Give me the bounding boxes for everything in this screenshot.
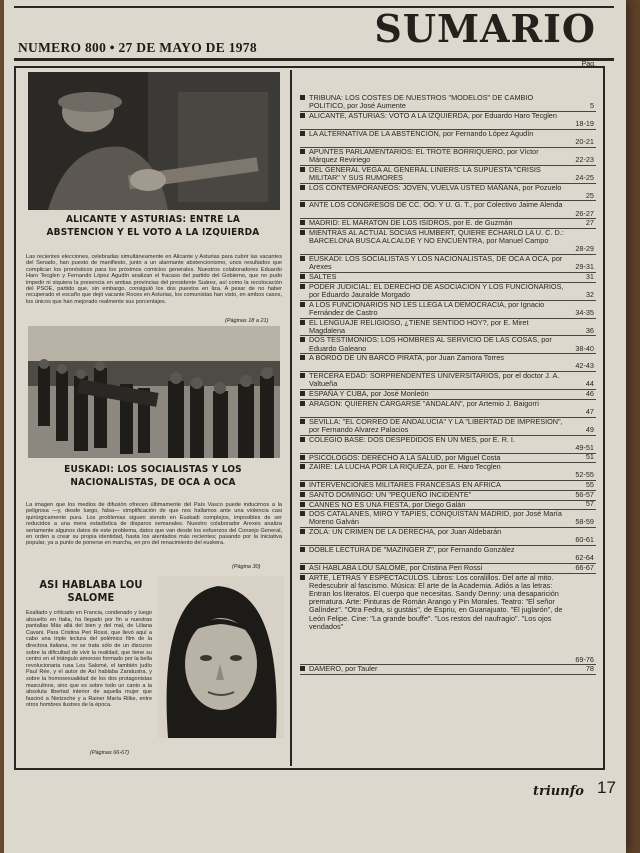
toc-entry-text [300,166,596,182]
toc-entry-page: 24-25 [575,172,594,182]
bullet-icon [300,320,305,325]
toc-entry [300,665,596,673]
bullet-icon [300,373,305,378]
bullet-icon [300,511,305,516]
page-title: SUMARIO [374,6,596,51]
toc-entry-title: TRIBUNA: LOS COSTES DE NUESTROS "MODELOS" DE CAMBIO POLITICO, por José Aumente [309,93,534,111]
toc-entry [300,418,596,434]
toc-entry-page: 28-29 [575,244,594,254]
toc-entry-title: PSICOLOGOS: DERECHO A LA SALUD, por Miguel Costa [309,452,501,462]
story1-body: Las recientes elecciones, celebradas simultáneamente en Alicante y Asturias para cubrir las vacantes del Senado, han puesto de manifiesto, junto a un alarmante abstencionismo, unos resultados que complican los pronósticos para los próximos comicios generales. Nuestros colaboradores Eduardo Haro Tecglen y Fernando López Agudín analizan el fracaso del partido del Gobierno, que no pudo impedir ni siquiera la presencia en ambas provincias del presidente Suárez, así como la recolocación del PSOE, partido que, sin embargo, consiguió los dos puestos en liza. A pesar de no haber recuperado el escaño que dejó vacante Roces en Asturias, los comunistas han visto, en ambos casos, los únicos que han mejorado realmente sus porcentajes. [26,254,282,305]
bullet-icon [300,185,305,190]
toc-entry-page: 47 [585,406,594,416]
story1-headline: ALICANTE Y ASTURIAS: ENTRE LA ABSTENCION Y EL VOTO A LA IZQUIERDA [46,214,260,238]
toc-entry [300,354,596,370]
toc-entry-title: ARTE, LETRAS Y ESPECTACULOS. Libros: Los coralillos. Del arte al mito. Redescubrir al fascismo. Música: El arte de la Academia. Adiós a las letras: Entran los literatos. El cuerpo que necesitas. Sandy Denny: una desaparición prematura. Arte: Pinturas de Román Arango y Pin Morales. Teatro: "El señor Galíndez". "Otra Fedra, si gustáis", de Espriu, en Guanajuato. "El juglarón", de León Felipe. Cine: "La grande bouffe". "Los restos del naufragio". "Los ojos vendados" [309,572,563,631]
bullet-icon [300,131,305,136]
toc-entry [300,219,596,227]
toc-entry-page: 55 [585,480,594,490]
toc-divider [300,674,596,675]
toc-entry-text [300,354,596,362]
toc-entry-text [300,528,596,536]
bullet-icon [300,167,305,172]
portrait-photo [158,576,284,738]
story2-headline: EUSKADI: LOS SOCIALISTAS Y LOS NACIONALISTAS, DE OCA A OCA [64,464,242,488]
toc-entry-text [300,390,596,398]
toc-entry [300,148,596,164]
toc-entry-page: 29-31 [575,262,594,272]
toc-entry [300,130,596,146]
toc-entry-text [300,665,596,673]
toc-entry [300,201,596,217]
toc-entry [300,436,596,452]
toc-entry-title: SALTES [309,272,337,281]
toc-entry-page: 42-43 [575,361,594,371]
story2-body: La imagen que los medios de difusión ofrecen últimamente del País Vasco puede inducirnos a la peligrosa —y, desde luego, falsa— simplificación de que nos hallamos ante una violencia casi quirúrgicamente pura. Los problemas siguen siendo en Euskadi complejos, imposibles de ser reducidos a una mera estadística de disparos semanales. Nuestro colaborador Arexes analiza seriamente algunos datos de este problema, datos que van desde los esfuerzos del Consejo General, en orden a crear su propia identidad, hasta los atentados más recientes; pasando por la iniciativa popular, ya a punto de ponerse en marcha, en pro del renacimiento del euskera. [26,502,282,547]
toc-entry-page: 57 [585,499,594,509]
bullet-icon [300,337,305,342]
toc-entry-page: 51 [585,452,594,462]
bullet-icon [300,202,305,207]
toc-entry-text [300,501,596,509]
toc-entry-text [300,148,596,164]
funeral-photo [28,326,280,458]
toc-entry [300,390,596,398]
bullet-icon [300,284,305,289]
header-rule [14,58,614,61]
bullet-icon [300,565,305,570]
bullet-icon [300,149,305,154]
toc-entry-text [300,301,596,317]
toc-entry [300,400,596,416]
toc-entry-text [300,574,596,631]
toc-entry-title: PODER JUDICIAL: EL DERECHO DE ASOCIACION Y LOS FUNCIONARIOS, por Eduardo Jauralde Morgado [309,281,564,299]
toc-entry-page: 46 [585,389,594,399]
bullet-icon [300,464,305,469]
toc-entry [300,301,596,317]
toc-entry-text [300,219,596,227]
toc-entry [300,481,596,489]
toc-entry-title: DAMERO, por Tauler [309,664,378,674]
toc-entry-title: MADRID: EL MARATON DE LOS ISIDROS, por E. de Guzmán [309,218,513,228]
toc-entry-page: 25 [585,190,594,200]
toc-entry-text [300,463,596,471]
toc-entry [300,546,596,562]
toc-entry-title: SANTO DOMINGO: UN "PEQUEÑO INCIDENTE" [309,489,472,499]
bullet-icon [300,220,305,225]
toc-entry-text [300,372,596,388]
toc-entry [300,184,596,200]
toc-entry-title: ESPAÑA Y CUBA, por José Monleón [309,389,429,399]
toc-entry-title: EUSKADI: LOS SOCIALISTAS Y LOS NACIONALISTAS, DE OCA A OCA, por Arexes [309,254,563,272]
toc-entry-text [300,112,596,120]
left-column [20,70,286,766]
toc-entry [300,255,596,271]
bullet-icon [300,355,305,360]
toc-entry-page: 22-23 [575,154,594,164]
toc-entry-text [300,319,596,335]
toc-entry-page: 32 [585,289,594,299]
toc-entry [300,491,596,499]
toc-entry-text [300,336,596,352]
toc-entry-text [300,273,596,281]
toc-entry-title: A BORDO DE UN BARCO PIRATA, por Juan Zamora Torres [309,353,505,363]
toc-entry-page: 34-35 [575,307,594,317]
toc-entry [300,510,596,526]
toc-entry-page: 26-27 [575,208,594,218]
bullet-icon [300,113,305,118]
toc-entry-title: A LOS FUNCIONARIOS NO LES LLEGA LA DEMOCRACIA, por Ignacio Fernández de Castro [309,299,545,317]
bullet-icon [300,575,305,580]
toc-entry-title: COLEGIO BASE: DOS DESPEDIDOS EN UN MES, por E. R. I. [309,434,515,444]
page-number: 17 [597,778,616,797]
toc-entry-page: 49 [585,424,594,434]
toc-entry-page: 58-59 [575,517,594,527]
toc-entry-title: DOS TESTIMONIOS: LOS HOMBRES AL SERVICIO DE LAS COSAS, por Eduardo Galeano [309,335,552,353]
toc-entry-page: 44 [585,379,594,389]
bullet-icon [300,95,305,100]
toc-entry-page: 31 [585,271,594,281]
toc-entry-text [300,418,596,434]
toc-entry-title: MIENTRAS AL ACTUAL SOCIAS HUMBERT, QUIERE ECHARLO LA U. C. D.: BARCELONA BUSCA ALCALDE Y NO ENCUENTRA, por Manuel Campo [309,228,564,246]
toc-entry-page: 66-67 [575,562,594,572]
toc-entry-page: 78 [585,664,594,674]
toc-entry-page: 38-40 [575,343,594,353]
toc-entry [300,463,596,479]
toc-entry-text [300,283,596,299]
column-divider [290,70,292,766]
toc-entry-title: APUNTES PARLAMENTARIOS: EL TROTE BORRIQUERO, por Víctor Márquez Reviriego [309,146,539,164]
toc-entry [300,273,596,281]
toc-entry-title: ARAGON: QUIEREN CARGARSE "ANDALAN", por Artemio J. Baigorri [309,398,539,408]
bullet-icon [300,455,305,460]
toc-entry-text [300,454,596,462]
story2-ref: (Página 30) [232,564,261,570]
toc-entry [300,564,596,572]
bullet-icon [300,529,305,534]
toc-entry-text [300,229,596,245]
bullet-icon [300,391,305,396]
toc-entry-page: 62-64 [575,553,594,563]
bullet-icon [300,502,305,507]
toc-entry-page: 20-21 [575,136,594,146]
toc-entry-title: DEL GENERAL VEGA AL GENERAL LINIERS: LA SUPUESTA "CRISIS MILITAR" Y SUS RUMORES [309,164,541,182]
toc-entry-text [300,255,596,271]
issue-line: NUMERO 800 • 27 DE MAYO DE 1978 [18,40,257,55]
toc-entry [300,574,596,664]
toc-entry-title: LOS CONTEMPORANEOS: JOVEN, VUELVA USTED MAÑANA, por Pozuelo [309,182,562,192]
toc-entry [300,372,596,388]
story3-headline: ASI HABLABA LOU SALOME [39,578,143,604]
toc-entry [300,336,596,352]
bullet-icon [300,256,305,261]
toc-entry [300,319,596,335]
story1-ref: (Páginas 18 a 21) [225,318,269,324]
toc-entry-text [300,481,596,489]
toc-entry-title: ANTE LOS CONGRESOS DE CC. OO. Y U. G. T., por Colectivo Jaime Alenda [309,200,563,210]
toc-entry [300,283,596,299]
toc-entry [300,112,596,128]
bullet-icon [300,492,305,497]
toc-entry-page: 36 [585,325,594,335]
toc-entry-title: LA ALTERNATIVA DE LA ABSTENCION, por Fernando López Agudín [309,128,534,138]
bullet-icon [300,437,305,442]
story3-body: Exaltado y criticado en Francia, condenado y luego absuelto en Italia, ha llegado por fin a nuestras pantallas Más allá del bien y del mal, de Liliana Cavani. Para Cristina Peri Rossi, que llevó aquí a cabo una triple lectura del polémico film de la directora italiana, no se trata sólo de un discurso sobre la dificultad de vivir la realidad, que tiene su centro en el triángulo amoroso formado por la bella revolucionaria rusa Lou Salomé, el también judío Paul Rée, y el autor de Así hablaba Zaratustra, y sobre la homosexualidad de los dos protagonistas masculinos, sino que es sobre todo un canto a la absoluta libertad interior de aquella mujer que fascinó a Nietzsche y a Rainer María Rilke, entre otros hombres ilustres de la época. [26,610,152,709]
toc-entry-page: 60-61 [575,535,594,545]
toc-entry-text [300,201,596,209]
toc-entry-page: 49-51 [575,442,594,452]
toc-entry-page: 56-57 [575,489,594,499]
toc-entry [300,501,596,509]
toc-entry-title: DOS CATALANES, MIRO Y TAPIES, CONQUISTAN MADRID, por José María Moreno Galván [309,509,562,527]
bullet-icon [300,482,305,487]
toc-entry-text [300,510,596,526]
bullet-icon [300,419,305,424]
toc-entry [300,94,596,110]
story3-ref: (Páginas 66-67) [90,750,130,756]
bullet-icon [300,666,305,671]
bullet-icon [300,274,305,279]
toc-entry-title: TERCERA EDAD: SORPRENDENTES UNIVERSITARIOS, por el doctor J. A. Valtueña [309,371,560,389]
toc-entry [300,229,596,254]
toc-entry-page: 18-19 [575,119,594,129]
toc-entry-page: 69-76 [575,654,594,664]
toc-entry-title: SEVILLA: "EL CORREO DE ANDALUCIA" Y LA "LIBERTAD DE IMPRESION", por Fernando Alvarez Palacios [309,416,563,434]
toc-entry-title: ZOLA: UN CRIMEN DE LA DERECHA, por Juan Aldebarán [309,527,502,537]
toc-entry-page: 52-55 [575,470,594,480]
magazine-logo: triunfo [533,784,584,799]
toc-entry-title: EL LENGUAJE RELIGIOSO, ¿TIENE SENTIDO HOY?, por E. Miret Magdalena [309,317,529,335]
toc-entry-text [300,436,596,444]
toc-entry-title: DOBLE LECTURA DE "MAZINGER Z", por Fernando González [309,545,515,554]
bullet-icon [300,302,305,307]
toc-entry-page: 5 [589,101,594,111]
toc-entry-text [300,94,596,110]
toc-entry-page: 27 [585,218,594,228]
toc-entry-text [300,564,596,572]
toc-entry-title: ALICANTE, ASTURIAS: VOTO A LA IZQUIERDA, por Eduardo Haro Tecglen [309,110,557,120]
toc-entry-title: INTERVENCIONES MILITARES FRANCESAS EN AFRICA [309,480,501,490]
toc-entry-text [300,400,596,408]
toc-entry-title: CANNES NO ES UNA FIESTA, por Diego Galán [309,499,466,509]
toc-entry-text [300,130,596,138]
miner-photo [28,72,280,210]
toc-entry [300,166,596,182]
bullet-icon [300,547,305,552]
bullet-icon [300,230,305,235]
toc-entry [300,454,596,462]
toc-entry-text [300,184,596,192]
bullet-icon [300,401,305,406]
toc-entry-title: ZAIRE: LA LUCHA POR LA RIQUEZA, por E. Haro Tecglen [309,462,501,472]
toc-entry-title: ASI HABLABA LOU SALOME, por Cristina Peri Rossi [309,562,483,572]
toc-entry-text [300,546,596,554]
toc-entry-text [300,491,596,499]
pages-label: Pág. [581,61,596,68]
toc-entry [300,528,596,544]
